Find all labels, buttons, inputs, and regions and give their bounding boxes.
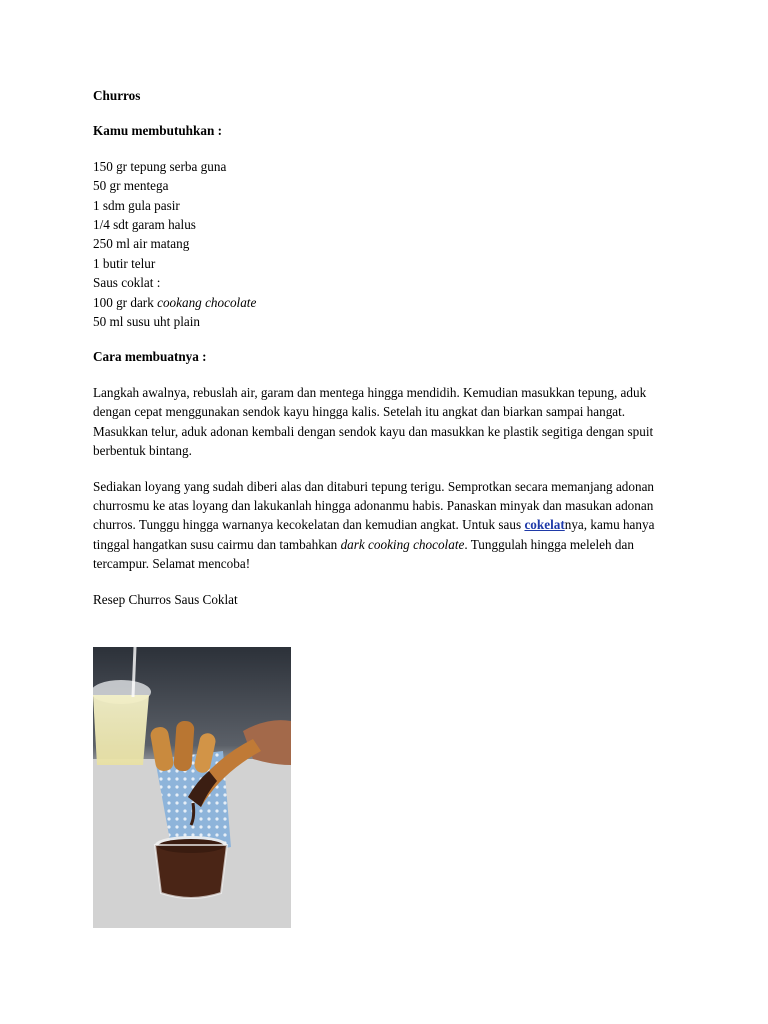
churros-photo: [93, 647, 291, 928]
paragraph-italic: dark cooking chocolate: [340, 536, 465, 552]
method-paragraph-1: Langkah awalnya, rebuslah air, garam dan mentega hingga mendidih. Kemudian masukkan tepung, aduk dengan cepat menggunakan sendok kayu hingga kalis. Setelah itu angkat dan biarkan sampai hangat. Masukkan telur, aduk adonan kembali dengan sendok kayu dan masukkan ke plastik segitiga dengan spuit berbentuk bintang.: [93, 384, 654, 459]
paragraph-text: . Tunggulah hingga meleleh dan tercampur. Selamat mencoba!: [93, 536, 634, 572]
recipe-content: [93, 86, 673, 609]
ingredient-item: [93, 293, 673, 312]
ingredient-italic: cookang chocolate: [157, 294, 257, 310]
paragraph-text: nya, kamu hanya tinggal hangatkan susu cairmu dan tambahkan: [93, 517, 655, 552]
cokelat-link[interactable]: cokelat: [524, 517, 565, 533]
ingredient-item: 150 gr tepung serba guna: [93, 158, 227, 174]
method-heading: Cara membuatnya :: [93, 349, 207, 365]
photo-caption: Resep Churros Saus Coklat: [93, 591, 238, 607]
ingredient-item: Saus coklat :: [93, 275, 161, 291]
ingredients-heading: Kamu membutuhkan :: [93, 123, 222, 139]
paragraph-text: Sediakan loyang yang sudah diberi alas dan ditaburi tepung terigu. Semprotkan secara memanjang adonan churrosmu ke atas loyang dan lakukanlah hingga adonanmu habis. Panaskan minyak dan masukan adonan churros. Tunggu hingga warnanya kecokelatan dan kemudian angkat. Untuk saus: [93, 478, 655, 533]
method-paragraph-2: [93, 477, 673, 574]
recipe-title: Churros: [93, 88, 141, 103]
ingredient-list: [93, 157, 673, 332]
ingredient-prefix: 100 gr dark: [93, 294, 158, 310]
ingredient-item: 250 ml air matang: [93, 236, 190, 252]
ingredient-item: 50 gr mentega: [93, 178, 169, 194]
ingredient-item: 1/4 sdt garam halus: [93, 217, 196, 233]
ingredient-item: 1 sdm gula pasir: [93, 197, 180, 213]
ingredient-item: 50 ml susu uht plain: [93, 314, 200, 330]
ingredient-item: 1 butir telur: [93, 255, 156, 271]
